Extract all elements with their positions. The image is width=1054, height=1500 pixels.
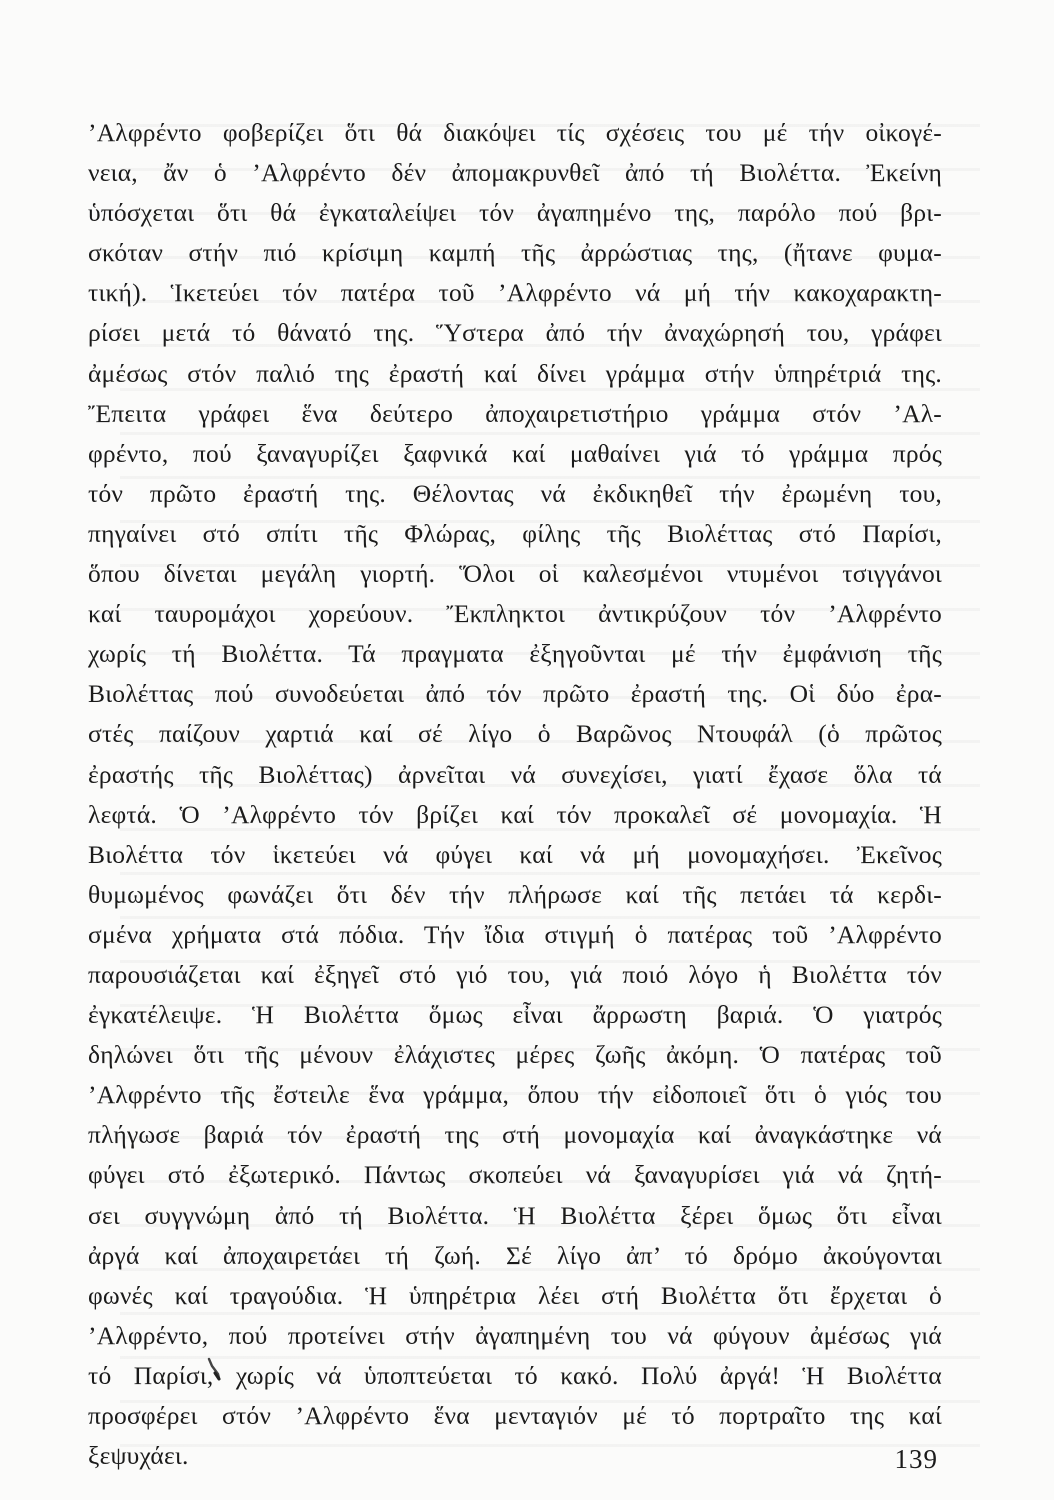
text-line: ’Αλφρέντο, πού προτείνει στήν ἀγαπημένη του νά φύγουν ἀμέσως γιά <box>88 1320 942 1350</box>
text-line: σμένα χρήματα στά πόδια. Τήν ἴδια στιγμή ὁ πατέρας τοῦ ’Αλφρέντο <box>88 919 942 949</box>
text-line: ρίσει μετά τό θάνατό της. Ὕστερα ἀπό τήν ἀναχώρησή του, γράφει <box>88 318 942 348</box>
text-line: σκόταν στήν πιό κρίσιμη καμπή τῆς ἀρρώστιας της, (ἤτανε φυμα- <box>88 238 942 268</box>
text-line: καί ταυρομάχοι χορεύουν. Ἔκπληκτοι ἀντικρύζουν τόν ’Αλφρέντο <box>88 599 942 629</box>
text-line: ὑπόσχεται ὅτι θά ἐγκαταλείψει τόν ἀγαπημένο της, παρόλο πού βρι- <box>88 198 942 228</box>
text-line: πλήγωσε βαριά τόν ἐραστή της στή μονομαχία καί ἀναγκάστηκε νά <box>88 1120 942 1150</box>
text-line: νεια, ἄν ὁ ’Αλφρέντο δέν ἀπομακρυνθεῖ ἀπό τή Βιολέττα. Ἐκείνη <box>88 158 942 188</box>
text-line: φρέντο, πού ξαναγυρίζει ξαφνικά καί μαθαίνει γιά τό γράμμα πρός <box>88 438 942 468</box>
page-number: 139 <box>894 1444 938 1474</box>
text-line: φύγει στό ἐξωτερικό. Πάντως σκοπεύει νά ξαναγυρίσει γιά νά ζητή- <box>88 1160 942 1190</box>
text-line: δηλώνει ὅτι τῆς μένουν ἐλάχιστες μέρες ζωῆς ἀκόμη. Ὁ πατέρας τοῦ <box>88 1040 942 1070</box>
text-line: λεφτά. Ὁ ’Αλφρέντο τόν βρίζει καί τόν προκαλεῖ σέ μονομαχία. Ἡ <box>88 799 942 829</box>
text-line: ἀργά καί ἀποχαιρετάει τή ζωή. Σέ λίγο ἀπ’ τό δρόμο ἀκούγονται <box>88 1240 942 1270</box>
text-line: χωρίς τή Βιολέττα. Τά πραγματα ἐξηγοῦνται μέ τήν ἐμφάνιση τῆς <box>88 639 942 669</box>
text-line: τική). Ἱκετεύει τόν πατέρα τοῦ ’Αλφρέντο νά μή τήν κακοχαρακτη- <box>88 278 942 308</box>
text-line: ἀμέσως στόν παλιό της ἐραστή καί δίνει γράμμα στήν ὑπηρέτριά της. <box>88 358 942 388</box>
text-line: ἐραστής τῆς Βιολέττας) ἀρνεῖται νά συνεχίσει, γιατί ἔχασε ὅλα τά <box>88 759 942 789</box>
text-line: στές παίζουν χαρτιά καί σέ λίγο ὁ Βαρῶνος Ντουφάλ (ὁ πρῶτος <box>88 719 942 749</box>
text-line: σει συγγνώμη ἀπό τή Βιολέττα. Ἡ Βιολέττα ξέρει ὅμως ὅτι εἶναι <box>88 1200 942 1230</box>
text-line: πηγαίνει στό σπίτι τῆς Φλώρας, φίλης τῆς Βιολέττας στό Παρίσι, <box>88 518 942 548</box>
text-line: ’Αλφρέντο τῆς ἔστειλε ἕνα γράμμα, ὅπου τήν εἰδοποιεῖ ὅτι ὁ γιός του <box>88 1080 942 1110</box>
text-line: παρουσιάζεται καί ἐξηγεῖ στό γιό του, γιά ποιό λόγο ἡ Βιολέττα τόν <box>88 959 942 989</box>
text-line: ὅπου δίνεται μεγάλη γιορτή. Ὅλοι οἱ καλεσμένοι ντυμένοι τσιγγάνοι <box>88 559 942 589</box>
pen-mark-icon <box>206 1357 222 1381</box>
text-line: Ἔπειτα γράφει ἕνα δεύτερο ἀποχαιρετιστήριο γράμμα στόν ’Αλ- <box>88 398 942 428</box>
text-line: ’Αλφρέντο φοβερίζει ὅτι θά διακόψει τίς σχέσεις του μέ τήν οἰκογέ- <box>88 118 942 147</box>
text-line: τό Παρίσι, χωρίς νά ὑποπτεύεται τό κακό. Πολύ ἀργά! Ἡ Βιολέττα <box>88 1360 942 1390</box>
text-line: Βιολέττας πού συνοδεύεται ἀπό τόν πρῶτο ἐραστή της. Οἱ δύο ἐρα- <box>88 679 942 709</box>
text-line: Βιολέττα τόν ἱκετεύει νά φύγει καί νά μή μονομαχήσει. Ἐκεῖνος <box>88 839 942 869</box>
text-line: ξεψυχάει. <box>88 1441 189 1471</box>
text-line: φωνές καί τραγούδια. Ἡ ὑπηρέτρια λέει στή Βιολέττα ὅτι ἔρχεται ὁ <box>88 1280 942 1310</box>
text-line: ἐγκατέλειψε. Ἡ Βιολέττα ὅμως εἶναι ἄρρωστη βαριά. Ὁ γιατρός <box>88 1000 942 1030</box>
text-line: τόν πρῶτο ἐραστή της. Θέλοντας νά ἐκδικηθεῖ τήν ἐρωμένη του, <box>88 478 942 508</box>
text-line: προσφέρει στόν ’Αλφρέντο ἕνα μενταγιόν μέ τό πορτραῖτο της καί <box>88 1401 942 1430</box>
body-text <box>88 113 942 1476</box>
text-line: θυμωμένος φωνάζει ὅτι δέν τήν πλήρωσε καί τῆς πετάει τά κερδι- <box>88 879 942 909</box>
